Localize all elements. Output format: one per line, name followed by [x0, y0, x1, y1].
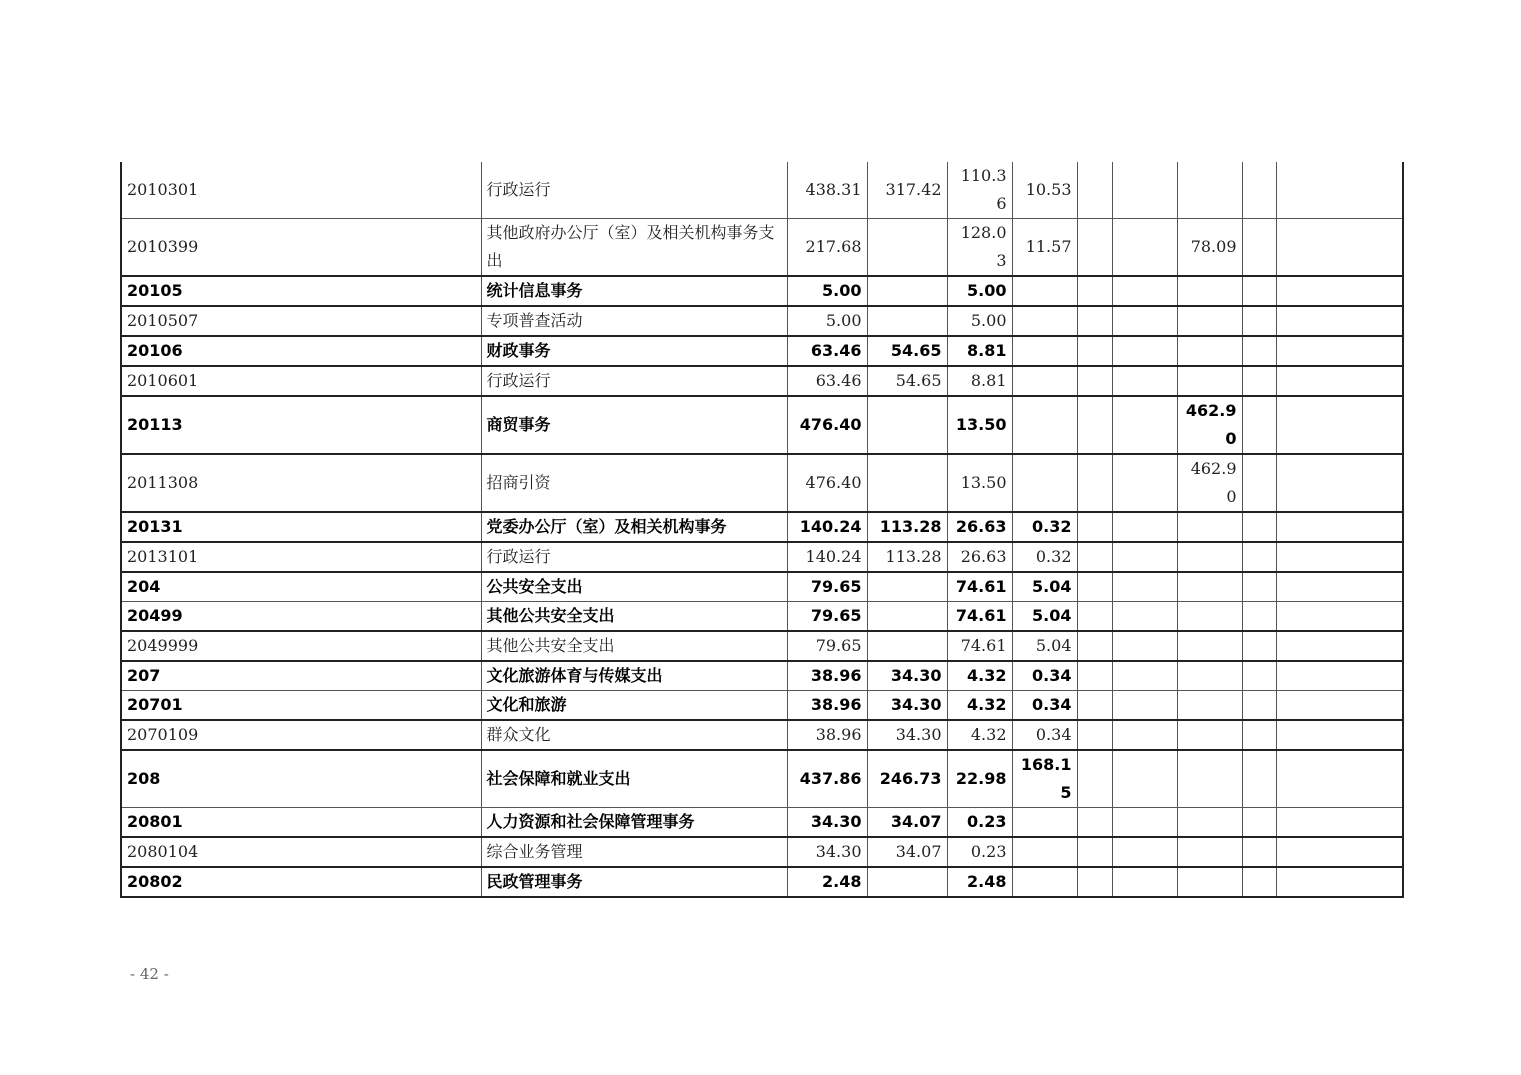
- cell-item-name: 统计信息事务: [481, 276, 787, 306]
- table-row: [121, 276, 1403, 306]
- cell-col-7: [1077, 750, 1112, 808]
- cell-col-7: [1077, 512, 1112, 542]
- cell-code: 20131: [121, 512, 481, 542]
- cell-col-7: [1077, 454, 1112, 512]
- cell-item-name: 其他公共安全支出: [481, 631, 787, 661]
- cell-col-8: [1112, 691, 1177, 721]
- cell-basic-public: 5.00: [947, 306, 1012, 336]
- cell-total: 63.46: [787, 366, 867, 396]
- cell-code: 2070109: [121, 720, 481, 750]
- cell-basic-personnel: 34.07: [867, 808, 947, 838]
- table-row: [121, 306, 1403, 336]
- cell-code: 207: [121, 661, 481, 691]
- cell-basic-public: 5.00: [947, 276, 1012, 306]
- cell-basic-public: 110.36: [947, 162, 1012, 219]
- cell-col-9: [1177, 162, 1242, 219]
- cell-item-name: 党委办公厅（室）及相关机构事务: [481, 512, 787, 542]
- cell-basic-personnel: 34.30: [867, 691, 947, 721]
- cell-col-11: [1276, 602, 1403, 632]
- cell-code: 2049999: [121, 631, 481, 661]
- cell-col-9: [1177, 366, 1242, 396]
- cell-basic-public: 128.03: [947, 219, 1012, 277]
- cell-basic-personnel: [867, 602, 947, 632]
- cell-item-name: 专项普查活动: [481, 306, 787, 336]
- cell-total: 38.96: [787, 691, 867, 721]
- cell-basic-personnel: [867, 219, 947, 277]
- cell-code: 204: [121, 572, 481, 602]
- cell-code: 20801: [121, 808, 481, 838]
- cell-col-6: [1012, 396, 1077, 454]
- cell-col-8: [1112, 661, 1177, 691]
- cell-col-9: [1177, 691, 1242, 721]
- cell-col-11: [1276, 661, 1403, 691]
- cell-col-11: [1276, 162, 1403, 219]
- cell-col-10: [1242, 808, 1276, 838]
- cell-basic-personnel: [867, 572, 947, 602]
- cell-total: 217.68: [787, 219, 867, 277]
- cell-basic-personnel: [867, 867, 947, 897]
- cell-basic-public: 74.61: [947, 631, 1012, 661]
- table-body: [121, 162, 1403, 897]
- cell-basic-personnel: 113.28: [867, 512, 947, 542]
- cell-col-10: [1242, 162, 1276, 219]
- cell-col-8: [1112, 602, 1177, 632]
- cell-col-8: [1112, 720, 1177, 750]
- cell-col-9: [1177, 276, 1242, 306]
- cell-col-10: [1242, 336, 1276, 366]
- cell-total: 476.40: [787, 396, 867, 454]
- cell-basic-personnel: 54.65: [867, 336, 947, 366]
- table-row: [121, 867, 1403, 897]
- cell-col-10: [1242, 276, 1276, 306]
- cell-basic-public: 8.81: [947, 366, 1012, 396]
- cell-basic-public: 4.32: [947, 661, 1012, 691]
- cell-col-6: [1012, 366, 1077, 396]
- cell-basic-public: 8.81: [947, 336, 1012, 366]
- cell-col-6: [1012, 808, 1077, 838]
- cell-col-10: [1242, 366, 1276, 396]
- cell-basic-personnel: 113.28: [867, 542, 947, 572]
- cell-basic-public: 13.50: [947, 454, 1012, 512]
- cell-basic-public: 74.61: [947, 572, 1012, 602]
- cell-col-11: [1276, 454, 1403, 512]
- cell-col-10: [1242, 512, 1276, 542]
- cell-total: 2.48: [787, 867, 867, 897]
- cell-col-11: [1276, 867, 1403, 897]
- table-row: [121, 162, 1403, 219]
- cell-basic-personnel: 54.65: [867, 366, 947, 396]
- cell-code: 2011308: [121, 454, 481, 512]
- cell-basic-public: 26.63: [947, 542, 1012, 572]
- cell-item-name: 行政运行: [481, 162, 787, 219]
- cell-col-9: [1177, 808, 1242, 838]
- cell-col-8: [1112, 454, 1177, 512]
- cell-col-10: [1242, 837, 1276, 867]
- cell-col-10: [1242, 542, 1276, 572]
- table-row: [121, 720, 1403, 750]
- cell-col-7: [1077, 631, 1112, 661]
- cell-col-9: [1177, 542, 1242, 572]
- page-number: - 42 -: [130, 965, 169, 983]
- cell-basic-public: 0.23: [947, 837, 1012, 867]
- cell-col-8: [1112, 276, 1177, 306]
- cell-col-6: [1012, 276, 1077, 306]
- cell-total: 140.24: [787, 512, 867, 542]
- cell-col-11: [1276, 572, 1403, 602]
- cell-basic-personnel: 34.07: [867, 837, 947, 867]
- cell-col-6: 11.57: [1012, 219, 1077, 277]
- cell-total: 34.30: [787, 808, 867, 838]
- cell-item-name: 群众文化: [481, 720, 787, 750]
- table-row: [121, 512, 1403, 542]
- cell-col-6: 0.34: [1012, 691, 1077, 721]
- table-row: [121, 837, 1403, 867]
- cell-col-9: 462.90: [1177, 396, 1242, 454]
- table-row: [121, 631, 1403, 661]
- cell-col-6: 5.04: [1012, 572, 1077, 602]
- cell-basic-personnel: [867, 306, 947, 336]
- cell-col-10: [1242, 602, 1276, 632]
- cell-col-9: [1177, 306, 1242, 336]
- cell-col-10: [1242, 306, 1276, 336]
- cell-col-9: [1177, 661, 1242, 691]
- cell-col-11: [1276, 750, 1403, 808]
- cell-col-7: [1077, 366, 1112, 396]
- cell-basic-public: 4.32: [947, 720, 1012, 750]
- cell-total: 38.96: [787, 720, 867, 750]
- cell-col-11: [1276, 512, 1403, 542]
- cell-code: 2010399: [121, 219, 481, 277]
- cell-col-10: [1242, 396, 1276, 454]
- cell-col-11: [1276, 691, 1403, 721]
- cell-basic-personnel: [867, 276, 947, 306]
- cell-col-6: [1012, 306, 1077, 336]
- cell-col-11: [1276, 542, 1403, 572]
- cell-col-9: [1177, 837, 1242, 867]
- cell-col-8: [1112, 808, 1177, 838]
- cell-col-6: 10.53: [1012, 162, 1077, 219]
- cell-col-7: [1077, 837, 1112, 867]
- cell-col-9: [1177, 336, 1242, 366]
- cell-item-name: 综合业务管理: [481, 837, 787, 867]
- cell-col-7: [1077, 867, 1112, 897]
- cell-total: 79.65: [787, 572, 867, 602]
- cell-col-8: [1112, 837, 1177, 867]
- cell-code: 20105: [121, 276, 481, 306]
- cell-col-8: [1112, 572, 1177, 602]
- cell-col-7: [1077, 808, 1112, 838]
- cell-code: 2010507: [121, 306, 481, 336]
- cell-total: 5.00: [787, 306, 867, 336]
- cell-basic-public: 74.61: [947, 602, 1012, 632]
- table-row: [121, 572, 1403, 602]
- cell-col-9: [1177, 602, 1242, 632]
- cell-item-name: 文化和旅游: [481, 691, 787, 721]
- table-row: [121, 366, 1403, 396]
- cell-col-6: 5.04: [1012, 602, 1077, 632]
- cell-col-8: [1112, 750, 1177, 808]
- cell-basic-public: 13.50: [947, 396, 1012, 454]
- cell-col-11: [1276, 837, 1403, 867]
- cell-col-8: [1112, 631, 1177, 661]
- cell-total: 5.00: [787, 276, 867, 306]
- cell-col-8: [1112, 306, 1177, 336]
- cell-col-6: 0.32: [1012, 542, 1077, 572]
- cell-col-11: [1276, 276, 1403, 306]
- cell-col-10: [1242, 720, 1276, 750]
- table-row: [121, 750, 1403, 808]
- cell-col-8: [1112, 542, 1177, 572]
- cell-item-name: 商贸事务: [481, 396, 787, 454]
- cell-total: 34.30: [787, 837, 867, 867]
- cell-col-9: [1177, 512, 1242, 542]
- cell-code: 20499: [121, 602, 481, 632]
- cell-total: 38.96: [787, 661, 867, 691]
- cell-col-7: [1077, 661, 1112, 691]
- cell-col-8: [1112, 366, 1177, 396]
- cell-code: 2010301: [121, 162, 481, 219]
- cell-col-10: [1242, 219, 1276, 277]
- cell-item-name: 其他公共安全支出: [481, 602, 787, 632]
- cell-total: 437.86: [787, 750, 867, 808]
- cell-col-9: [1177, 867, 1242, 897]
- cell-col-9: [1177, 572, 1242, 602]
- cell-code: 20106: [121, 336, 481, 366]
- cell-item-name: 社会保障和就业支出: [481, 750, 787, 808]
- cell-basic-public: 0.23: [947, 808, 1012, 838]
- cell-col-9: [1177, 750, 1242, 808]
- table-row: [121, 661, 1403, 691]
- cell-code: 2080104: [121, 837, 481, 867]
- cell-col-9: 78.09: [1177, 219, 1242, 277]
- cell-col-11: [1276, 219, 1403, 277]
- cell-basic-personnel: [867, 396, 947, 454]
- cell-item-name: 行政运行: [481, 366, 787, 396]
- cell-col-6: [1012, 336, 1077, 366]
- cell-col-6: 168.15: [1012, 750, 1077, 808]
- cell-col-9: 462.90: [1177, 454, 1242, 512]
- cell-col-11: [1276, 631, 1403, 661]
- cell-col-10: [1242, 750, 1276, 808]
- cell-col-10: [1242, 631, 1276, 661]
- cell-item-name: 其他政府办公厅（室）及相关机构事务支出: [481, 219, 787, 277]
- cell-col-8: [1112, 219, 1177, 277]
- cell-code: 2010601: [121, 366, 481, 396]
- cell-col-10: [1242, 691, 1276, 721]
- cell-col-7: [1077, 276, 1112, 306]
- cell-total: 438.31: [787, 162, 867, 219]
- cell-col-7: [1077, 306, 1112, 336]
- cell-col-6: 0.34: [1012, 661, 1077, 691]
- cell-col-7: [1077, 602, 1112, 632]
- cell-item-name: 招商引资: [481, 454, 787, 512]
- cell-col-11: [1276, 366, 1403, 396]
- cell-basic-personnel: 246.73: [867, 750, 947, 808]
- cell-code: 20701: [121, 691, 481, 721]
- table-row: [121, 396, 1403, 454]
- cell-total: 63.46: [787, 336, 867, 366]
- cell-basic-personnel: 34.30: [867, 661, 947, 691]
- cell-col-8: [1112, 396, 1177, 454]
- table-row: [121, 219, 1403, 277]
- cell-col-10: [1242, 661, 1276, 691]
- cell-total: 140.24: [787, 542, 867, 572]
- cell-col-7: [1077, 542, 1112, 572]
- cell-item-name: 民政管理事务: [481, 867, 787, 897]
- cell-col-9: [1177, 631, 1242, 661]
- cell-col-11: [1276, 396, 1403, 454]
- cell-col-7: [1077, 336, 1112, 366]
- cell-col-8: [1112, 512, 1177, 542]
- cell-basic-public: 2.48: [947, 867, 1012, 897]
- cell-code: 20802: [121, 867, 481, 897]
- table-row: [121, 542, 1403, 572]
- cell-col-11: [1276, 808, 1403, 838]
- cell-item-name: 文化旅游体育与传媒支出: [481, 661, 787, 691]
- cell-col-9: [1177, 720, 1242, 750]
- table-row: [121, 454, 1403, 512]
- cell-col-6: [1012, 867, 1077, 897]
- cell-basic-personnel: [867, 631, 947, 661]
- cell-col-11: [1276, 336, 1403, 366]
- cell-col-8: [1112, 162, 1177, 219]
- cell-basic-personnel: 317.42: [867, 162, 947, 219]
- cell-col-8: [1112, 336, 1177, 366]
- cell-col-6: 5.04: [1012, 631, 1077, 661]
- cell-code: 208: [121, 750, 481, 808]
- cell-item-name: 公共安全支出: [481, 572, 787, 602]
- cell-col-7: [1077, 396, 1112, 454]
- cell-item-name: 行政运行: [481, 542, 787, 572]
- cell-col-7: [1077, 691, 1112, 721]
- table-row: [121, 691, 1403, 721]
- cell-col-6: 0.34: [1012, 720, 1077, 750]
- cell-col-7: [1077, 572, 1112, 602]
- cell-col-7: [1077, 720, 1112, 750]
- cell-col-7: [1077, 162, 1112, 219]
- cell-col-11: [1276, 306, 1403, 336]
- cell-total: 476.40: [787, 454, 867, 512]
- table-row: [121, 808, 1403, 838]
- cell-basic-public: 22.98: [947, 750, 1012, 808]
- cell-col-8: [1112, 867, 1177, 897]
- cell-total: 79.65: [787, 631, 867, 661]
- table-row: [121, 336, 1403, 366]
- cell-basic-public: 26.63: [947, 512, 1012, 542]
- cell-col-11: [1276, 720, 1403, 750]
- cell-basic-public: 4.32: [947, 691, 1012, 721]
- cell-item-name: 财政事务: [481, 336, 787, 366]
- cell-col-10: [1242, 867, 1276, 897]
- cell-col-6: [1012, 454, 1077, 512]
- cell-basic-personnel: 34.30: [867, 720, 947, 750]
- cell-col-10: [1242, 572, 1276, 602]
- table-row: [121, 602, 1403, 632]
- cell-col-7: [1077, 219, 1112, 277]
- cell-code: 2013101: [121, 542, 481, 572]
- cell-total: 79.65: [787, 602, 867, 632]
- cell-code: 20113: [121, 396, 481, 454]
- cell-col-10: [1242, 454, 1276, 512]
- cell-col-6: 0.32: [1012, 512, 1077, 542]
- cell-col-6: [1012, 837, 1077, 867]
- cell-item-name: 人力资源和社会保障管理事务: [481, 808, 787, 838]
- budget-expenditure-table: [120, 162, 1404, 898]
- cell-basic-personnel: [867, 454, 947, 512]
